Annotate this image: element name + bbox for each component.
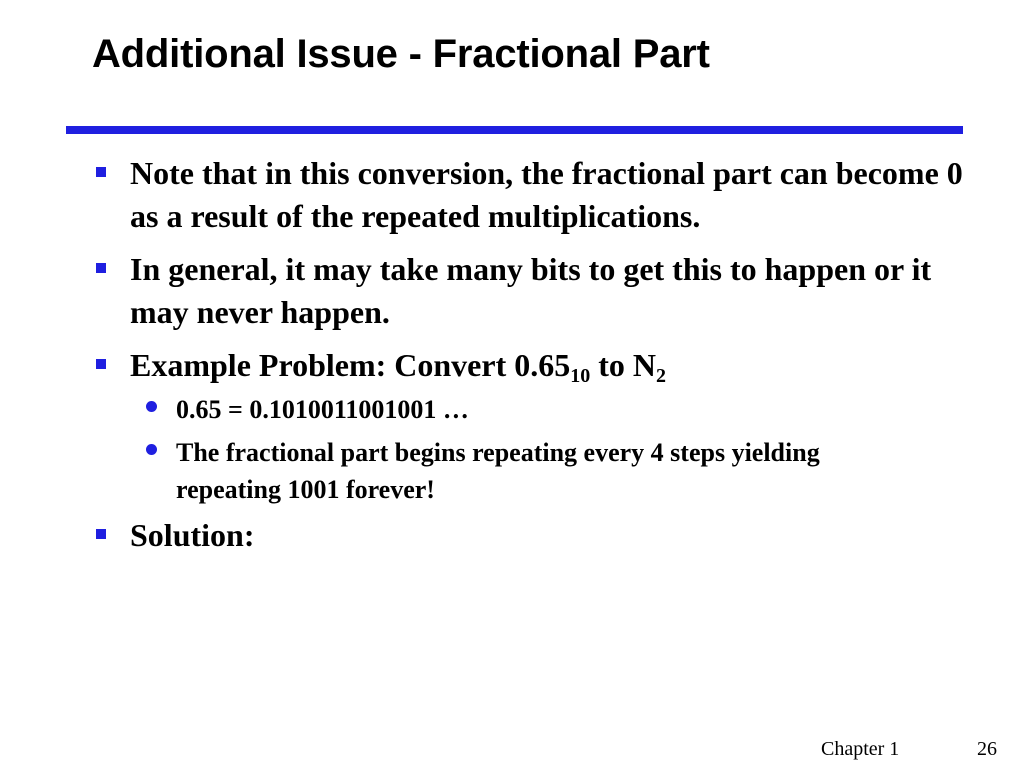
bullet-item-example	[92, 344, 972, 387]
round-bullet-icon	[146, 444, 157, 455]
square-bullet-icon	[96, 167, 106, 177]
bullet-item	[92, 248, 972, 334]
footer-chapter: Chapter 1	[821, 738, 900, 760]
solution-label: Solution:	[130, 517, 255, 553]
sub-bullet-text: The fractional part begins repeating every 4 steps yielding repeating 1001 forever!	[176, 438, 820, 504]
square-bullet-icon	[96, 529, 106, 539]
title-divider	[66, 126, 963, 134]
slide-body	[92, 152, 972, 567]
bullet-text: Note that in this conversion, the fractional part can become 0 as a result of the repeated multiplications.	[130, 155, 963, 234]
slide-title: Additional Issue - Fractional Part	[92, 32, 710, 76]
example-subscript-base: 10	[570, 365, 591, 387]
example-subscript-target: 2	[656, 365, 666, 387]
round-bullet-icon	[146, 401, 157, 412]
bullet-item-solution	[92, 514, 972, 557]
sub-bullet-item	[138, 434, 896, 508]
page-number: 26	[977, 738, 997, 760]
square-bullet-icon	[96, 359, 106, 369]
example-middle: to N	[590, 347, 656, 383]
sub-bullet-item	[138, 391, 972, 428]
square-bullet-icon	[96, 263, 106, 273]
sub-bullet-text: 0.65 = 0.1010011001001 …	[176, 395, 469, 424]
bullet-text: In general, it may take many bits to get this to happen or it may never happen.	[130, 251, 932, 330]
example-prefix: Example Problem: Convert 0.65	[130, 347, 571, 383]
bullet-item	[92, 152, 972, 238]
